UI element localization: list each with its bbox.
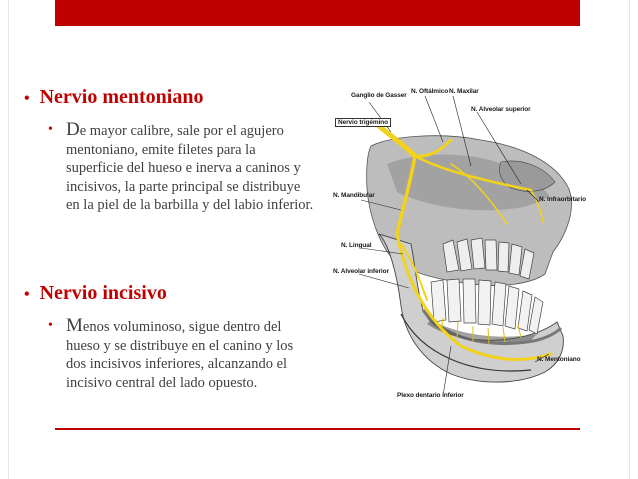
- label-n-maxilar: N. Maxilar: [449, 88, 479, 95]
- paragraph-body: enos voluminoso, sigue dentro del hueso y se distribuye en el canino y los dos incisivos inferiores, alcanzando el incisivo central del lado opuesto.: [66, 319, 294, 391]
- paragraph-text: [66, 121, 316, 215]
- heading-text: Nervio mentoniano: [39, 86, 204, 108]
- paragraph-nervio-incisivo: [48, 317, 316, 392]
- label-n-mandibular: N. Mandibular: [333, 192, 375, 199]
- label-ganglio-de-gasser: Ganglio de Gasser: [351, 92, 407, 99]
- drop-letter: M: [66, 315, 83, 336]
- title-bar: [55, 0, 580, 26]
- paragraph-nervio-mentoniano: [48, 121, 316, 215]
- label-n-alveolar-superior: N. Alveolar superior: [471, 106, 531, 113]
- sub-bullet: •: [48, 318, 53, 333]
- label-plexo-dentario-inferior: Plexo dentario inferior: [397, 392, 464, 399]
- slide-frame-right: [629, 0, 630, 479]
- sub-bullet: •: [48, 122, 53, 137]
- paragraph-body: e mayor calibre, sale por el agujero mentoniano, emite filetes para la superficie del hueso e inerva a caninos y incisivos, la parte principal se distribuye en la piel de la barbilla y del labio inferior.: [66, 123, 314, 213]
- label-n-infraorbitario: N. Infraorbitario: [539, 196, 587, 203]
- heading-nervio-mentoniano: [24, 86, 204, 109]
- heading-nervio-incisivo: [24, 282, 167, 305]
- label-nervio-trigemino: Nervio trigémino: [335, 118, 391, 127]
- slide-frame-left: [8, 0, 9, 479]
- paragraph-text: [66, 317, 316, 392]
- heading-bullet: •: [24, 286, 30, 303]
- label-n-lingual: N. Lingual: [341, 242, 372, 249]
- label-n-mentoniano: N. Mentoniano: [537, 356, 581, 363]
- bottom-divider: [55, 428, 580, 430]
- drop-letter: D: [66, 119, 80, 140]
- anatomy-illustration: [331, 84, 589, 410]
- label-n-alveolar-inferior: N. Alveolar inferior: [333, 268, 389, 275]
- heading-bullet: •: [24, 90, 30, 107]
- label-n-oftalmico: N. Oftálmico: [411, 88, 449, 95]
- heading-text: Nervio incisivo: [39, 282, 167, 304]
